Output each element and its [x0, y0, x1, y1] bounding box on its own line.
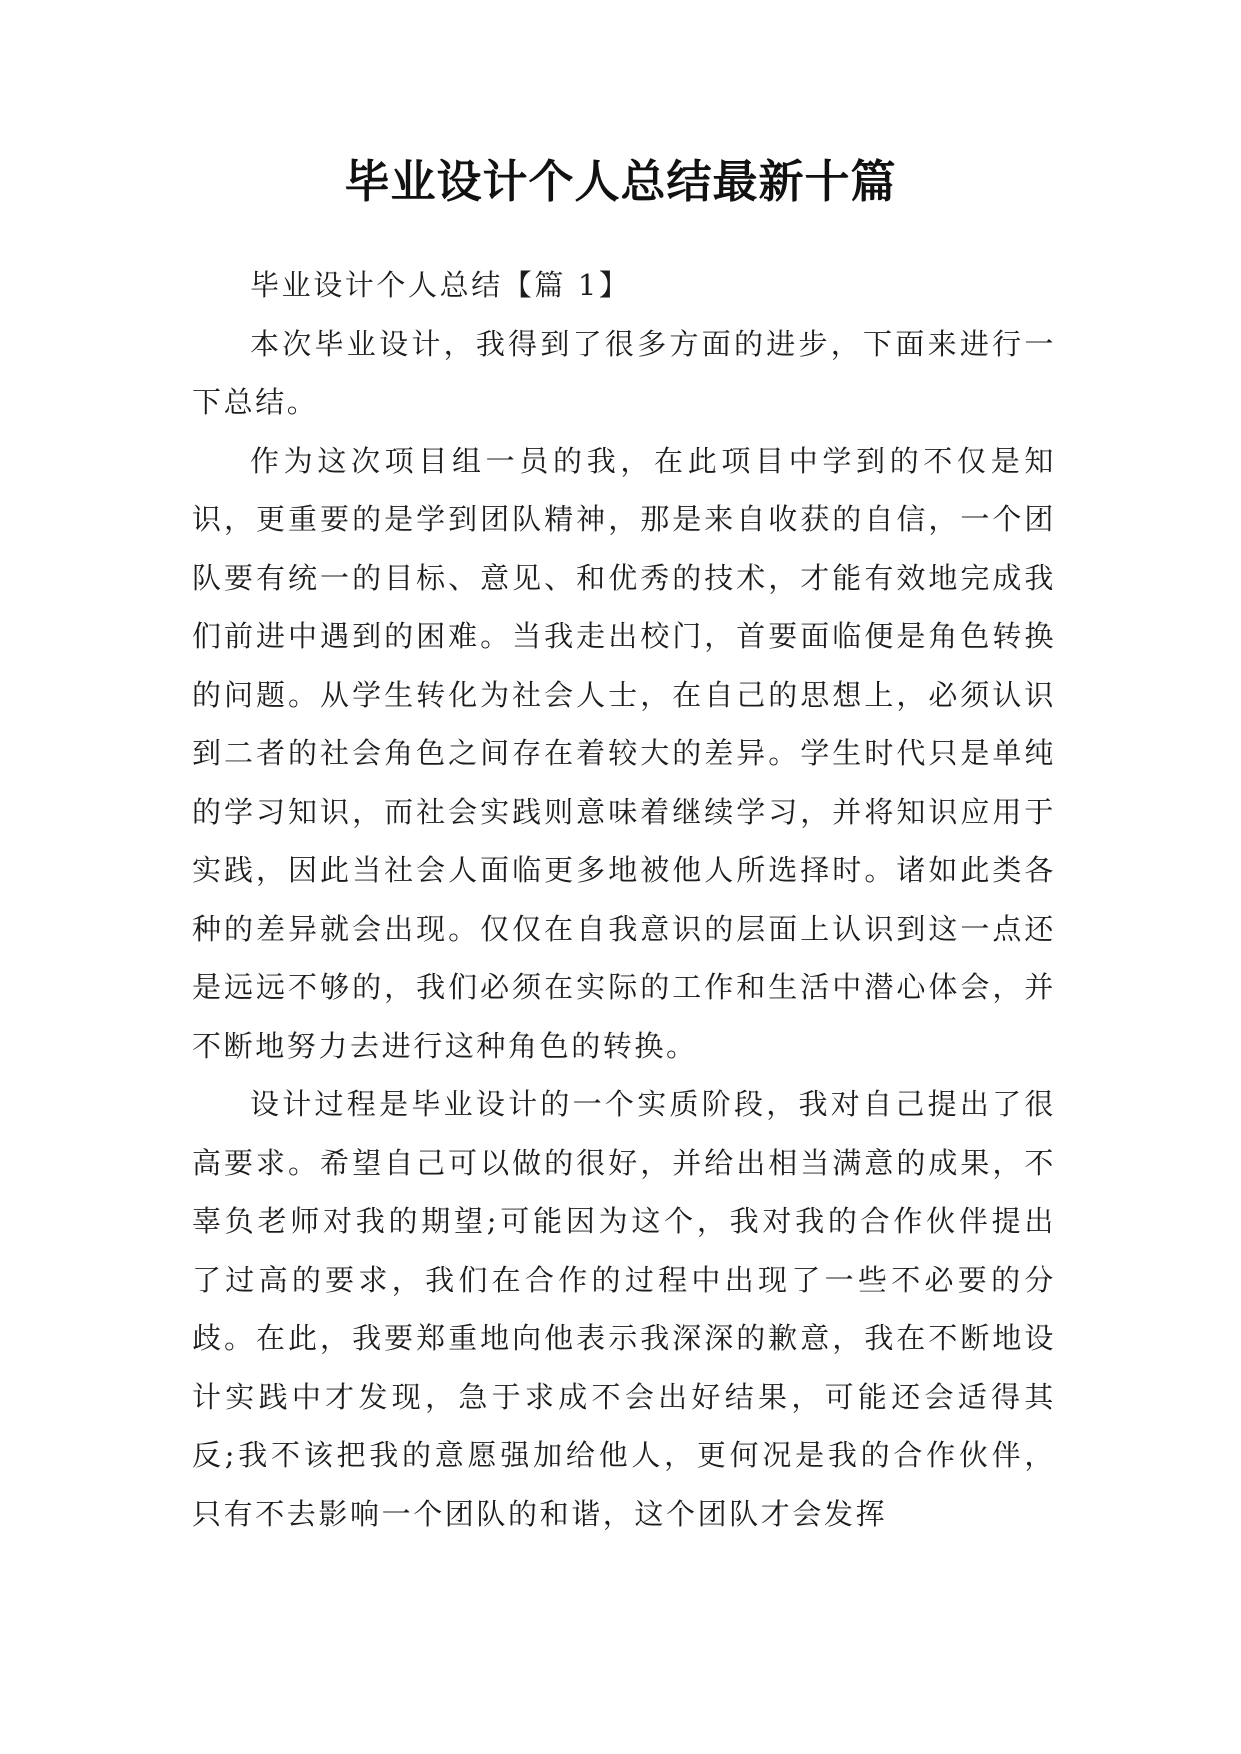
- section-heading: 毕业设计个人总结【篇 1】: [250, 268, 631, 302]
- paragraph-1: 本次毕业设计，我得到了很多方面的进步，下面来进行一下总结。: [192, 326, 1056, 419]
- document-body: [192, 256, 1056, 1543]
- document-title: 毕业设计个人总结最新十篇: [344, 155, 897, 208]
- paragraph-3: 设计过程是毕业设计的一个实质阶段，我对自己提出了很高要求。希望自己可以做的很好，并给出相当满意的成果，不辜负老师对我的期望;可能因为这个，我对我的合作伙伴提出了过高的要求，我们在合作的过程中出现了一些不必要的分歧。在此，我要郑重地向他表示我深深的歉意，我在不断地设计实践中才发现，急于求成不会出好结果，可能还会适得其反;我不该把我的意愿强加给他人，更何况是我的合作伙伴，只有不去影响一个团队的和谐，这个团队才会发挥: [192, 1087, 1056, 1531]
- paragraph-2: 作为这次项目组一员的我，在此项目中学到的不仅是知识，更重要的是学到团队精神，那是来自收获的自信，一个团队要有统一的目标、意见、和优秀的技术，才能有效地完成我们前进中遇到的困难。当我走出校门，首要面临便是角色转换的问题。从学生转化为社会人士，在自己的思想上，必须认识到二者的社会角色之间存在着较大的差异。学生时代只是单纯的学习知识，而社会实践则意味着继续学习，并将知识应用于实践，因此当社会人面临更多地被他人所选择时。诸如此类各种的差异就会出现。仅仅在自我意识的层面上认识到这一点还是远远不够的，我们必须在实际的工作和生活中潜心体会，并不断地努力去进行这种角色的转换。: [192, 443, 1056, 1063]
